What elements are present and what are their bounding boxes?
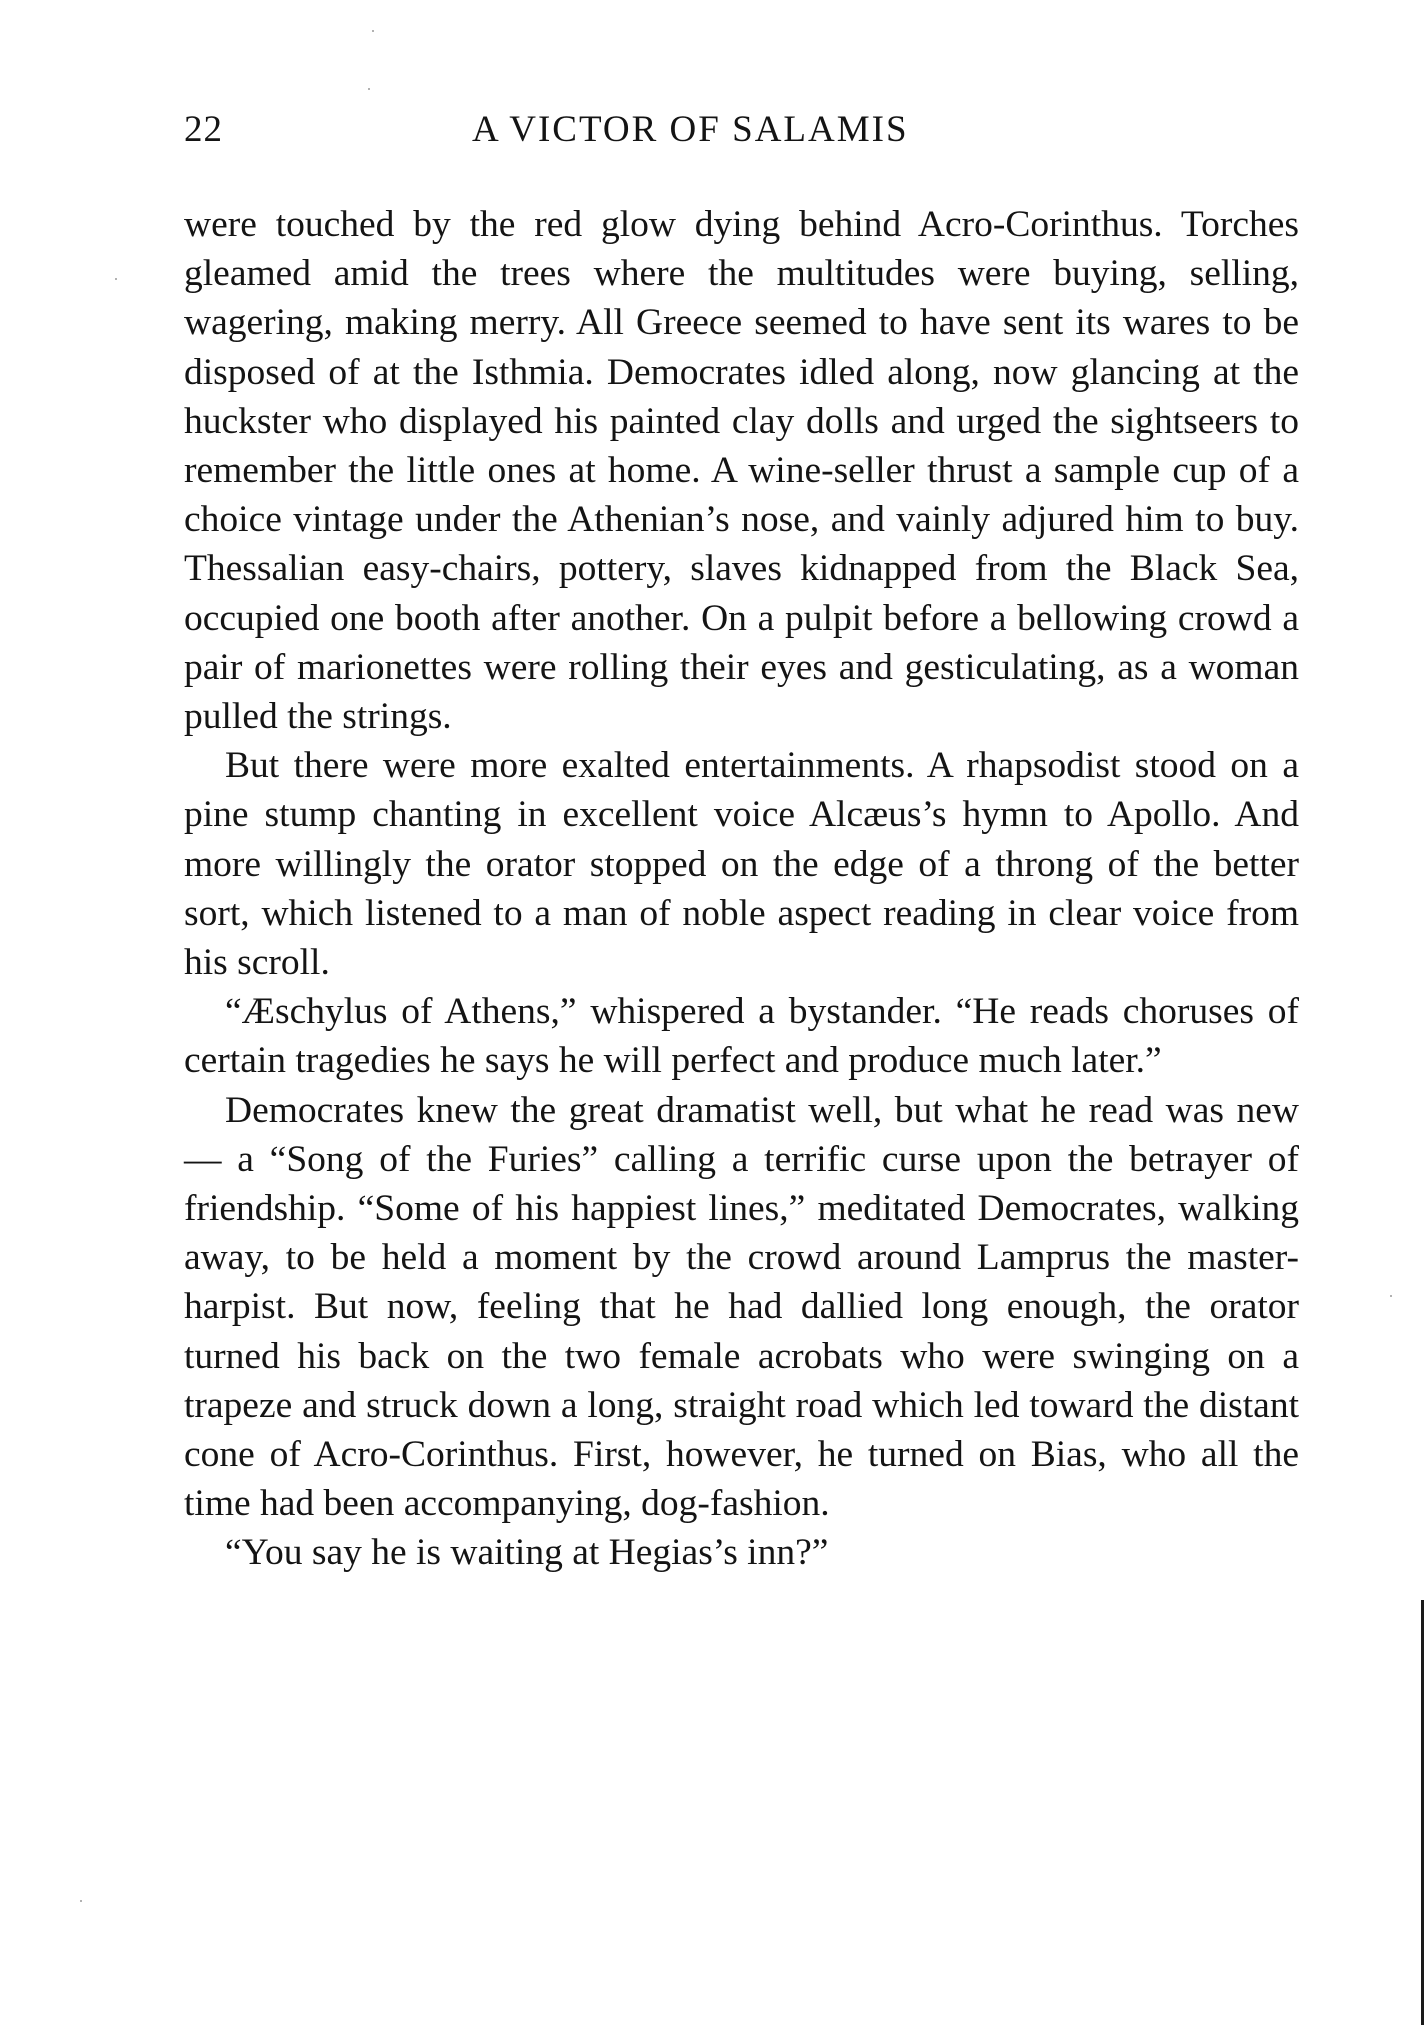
dust-speck — [1390, 1295, 1392, 1297]
paragraph-4: Democrates knew the great dramatist well, but what he read was new — a “Song of the Furies” calling a terrific curse upon the betrayer of friendship. “Some of his happiest lines,” meditated Democrates, walking away, to be held a moment by the crowd around Lamprus the master-harpist. But now, feeling that he had dallied long enough, the orator turned his back on the two female acrobats who were swinging on a trapeze and struck down a long, straight road which led toward the distant cone of Acro-Corinthus. First, however, he turned on Bias, who all the time had been accompanying, dog-fashion. — [184, 1089, 1299, 1525]
page-number: 22 — [184, 109, 223, 150]
dust-speck — [368, 88, 370, 90]
body-text — [184, 200, 1299, 1578]
dust-speck — [115, 278, 117, 280]
dust-speck — [372, 30, 374, 32]
paragraph-5: “You say he is waiting at Hegias’s inn?” — [225, 1532, 829, 1574]
paragraph-3: “Æschylus of Athens,” whispered a bystander. “He reads choruses of certain tragedies he says he will perfect and produce much later.” — [184, 991, 1299, 1082]
running-head — [180, 108, 1300, 168]
paragraph-2: But there were more exalted entertainments. A rhapsodist stood on a pine stump chanting in excellent voice Alcæus’s hymn to Apollo. And more willingly the orator stopped on the edge of a throng of the better sort, which listened to a man of noble aspect reading in clear voice from his scroll. — [184, 745, 1299, 984]
dust-speck — [80, 1900, 82, 1902]
book-title: A VICTOR OF SALAMIS — [472, 109, 909, 150]
paragraph-1: were touched by the red glow dying behind Acro-Corinthus. Torches gleamed amid the trees where the multitudes were buying, selling, wagering, making merry. All Greece seemed to have sent its wares to be disposed of at the Isthmia. Democrates idled along, now glancing at the huckster who displayed his painted clay dolls and urged the sightseers to remember the little ones at home. A wine-seller thrust a sample cup of a choice vintage under the Athenian’s nose, and vainly adjured him to buy. Thessalian easy-chairs, pottery, slaves kidnapped from the Black Sea, occupied one booth after another. On a pulpit before a bellowing crowd a pair of marionettes were rolling their eyes and gesticulating, as a woman pulled the strings. — [184, 204, 1299, 738]
